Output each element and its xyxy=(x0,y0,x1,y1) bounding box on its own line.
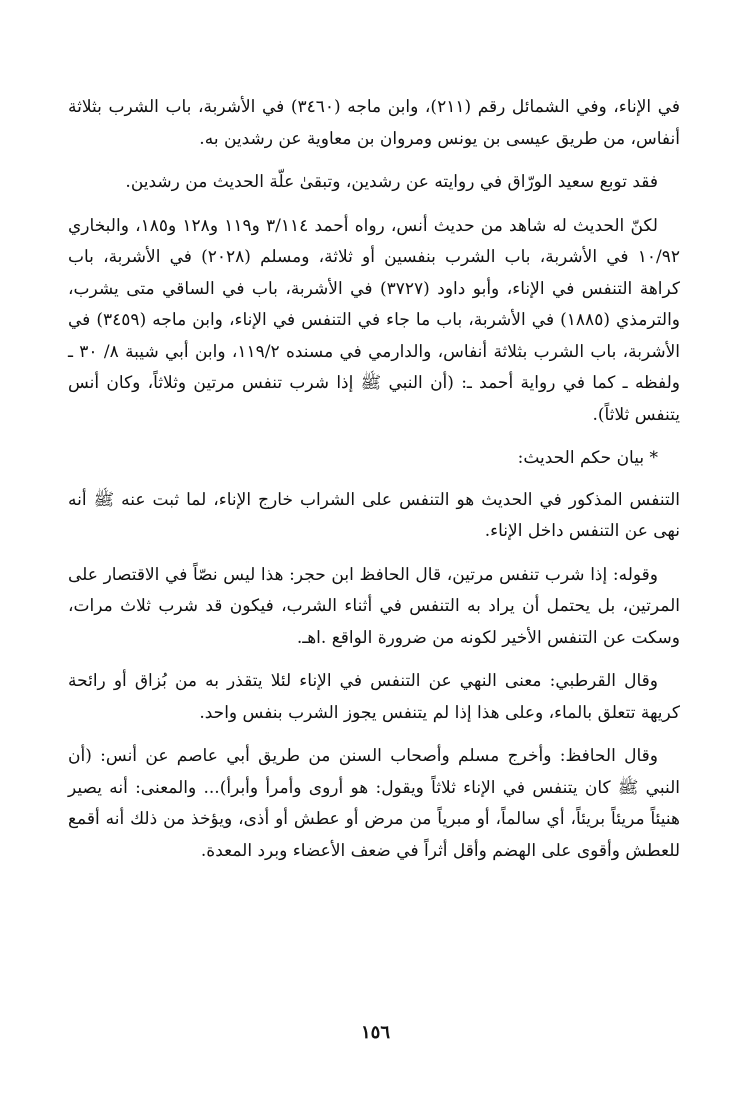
page-number: ١٥٦ xyxy=(360,1022,390,1043)
paragraph-ibn-hajar: وقوله: إذا شرب تنفس مرتين، قال الحافظ ابن حجر: هذا ليس نصّاً في الاقتصار على المرتين، بل يحتمل أن يراد به التنفس في أثناء الشرب، فيكون قد شرب ثلاث مرات، وسكت عن التنفس الأخير لكونه من ضرورة الواقع .اهـ. xyxy=(68,564,680,648)
paragraph-hafiz-muslim: وقال الحافظ: وأخرج مسلم وأصحاب السنن من طريق أبي عاصم عن أنس: (أن النبي ﷺ كان يتنفس في الإناء ثلاثاً ويقول: هو أروى وأمرأ وأبرأ)... والمعنى: أنه يصير هنيئاً مريئاً بريئاً، أي سالماً، أو مبرياً من مرض أو عطش أو أذى، ويؤخذ من ذلك أنه أقمع للعطش وأقوى على الهضم وأقل أثراً في ضعف الأعضاء وبرد المعدة. xyxy=(68,746,680,861)
paragraph-mutaba: فقد توبع سعيد الورّاق في روايته عن رشدين، وتبقىٰ علّة الحديث من رشدين. xyxy=(125,172,658,192)
paragraph-tanaffus-meaning: التنفس المذكور في الحديث هو التنفس على الشراب خارج الإناء، لما ثبت عنه ﷺ أنه نهى عن التنفس داخل الإناء. xyxy=(68,489,680,541)
page-body xyxy=(68,92,680,879)
paragraph-shahid-anas: لكنّ الحديث له شاهد من حديث أنس، رواه أحمد ٣/١١٤ و١١٩ و١٢٨ و١٨٥، والبخاري ١٠/٩٢ في الأشربة، باب الشرب بنفسين أو ثلاثة، ومسلم (٢٠٢٨) في الأشربة، باب كراهة التنفس في الإناء، وأبو داود (٣٧٢٧) في الأشربة، باب في الساقي متى يشرب، والترمذي (١٨٨٥) في الأشربة، باب ما جاء في التنفس في الإناء، وابن ماجه (٣٤٥٩) في الأشربة، باب الشرب بثلاثة أنفاس، والدارمي في مسنده ١١٩/٢، وابن أبي شيبة ٨/ ٣٠ ـ ولفظه ـ كما في رواية أحمد ـ: (أن النبي ﷺ إذا شرب تنفس مرتين وثلاثاً، وكان أنس يتنفس ثلاثاً). xyxy=(68,215,681,425)
paragraph-takhrij-continued: في الإناء، وفي الشمائل رقم (٢١١)، وابن ماجه (٣٤٦٠) في الأشربة، باب الشرب بثلاثة أنفاس، من طريق عيسى بن يونس ومروان بن معاوية عن رشدين به. xyxy=(68,97,680,149)
paragraph-qurtubi: وقال القرطبي: معنى النهي عن التنفس في الإناء لئلا يتقذر به من بُزاق أو رائحة كريهة تتعلق بالماء، وعلى هذا إذا لم يتنفس يجوز الشرب بنفس واحد. xyxy=(68,671,680,723)
section-heading: * بيان حكم الحديث: xyxy=(517,448,658,468)
